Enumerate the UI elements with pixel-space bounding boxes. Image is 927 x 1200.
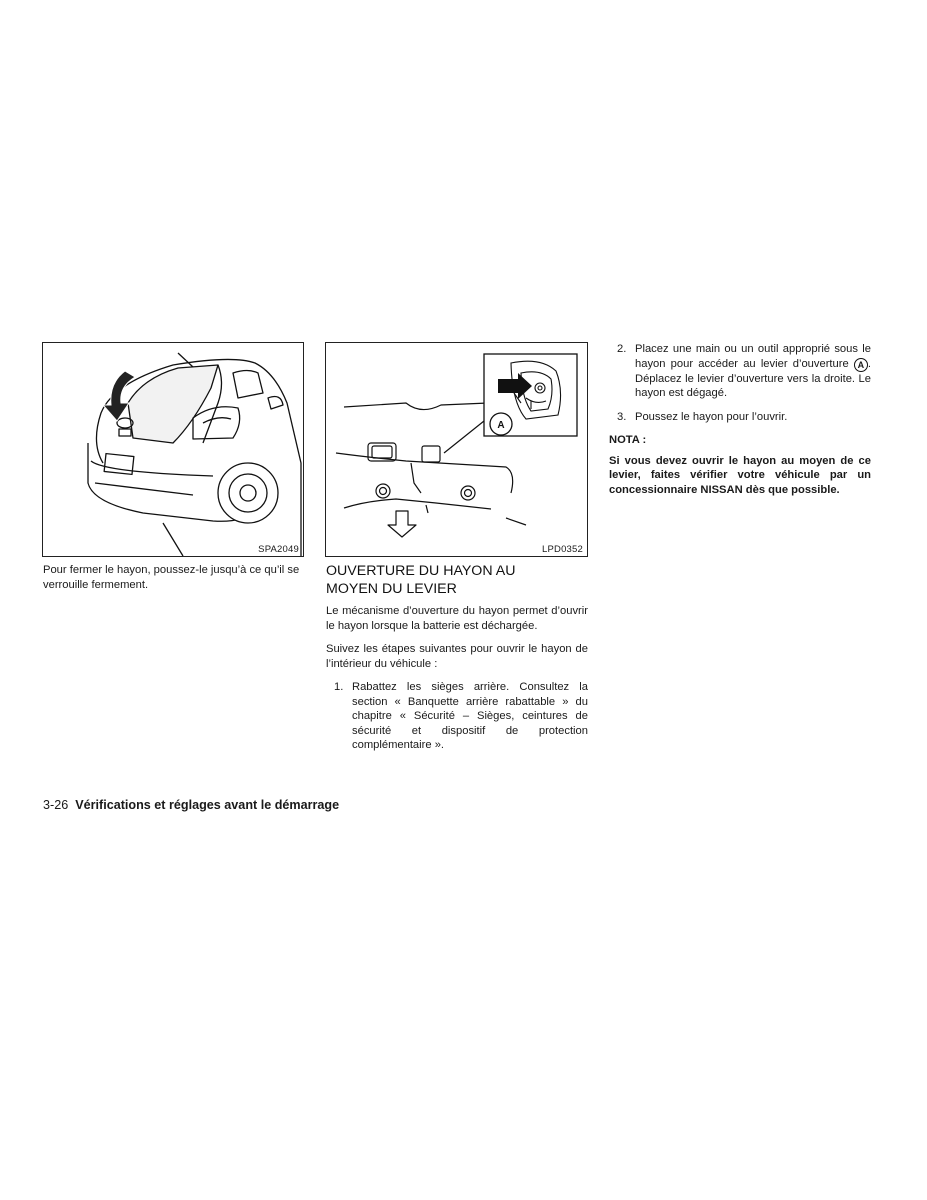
nota-body: Si vous devez ouvrir le hayon au moyen de ce levier, faites vérifier votre véhicule par un concessionnaire NISSAN dès que possible. — [609, 454, 871, 496]
step-number: 3. — [617, 410, 627, 423]
figure-closing-hatch — [42, 342, 304, 557]
step-number: 2. — [617, 343, 627, 355]
chapter-title: Vérifications et réglages avant le démarrage — [75, 798, 340, 812]
callout-a: A — [497, 420, 505, 431]
step-text: Rabattez les sièges arrière. Consultez la section « Banquette arrière rabattable » du chapitre « Sécurité – Sièges, ceintures de sécurité et dispositif de protection complémentaire ». — [352, 681, 588, 751]
section-heading-line2: MOYEN DU LEVIER — [326, 580, 457, 597]
figure-caption: Pour fermer le hayon, poussez-le jusqu’à ce qu’il se verrouille fermement. — [43, 564, 300, 591]
hatchback-illustration — [43, 343, 303, 556]
section-heading — [326, 563, 588, 598]
page-footer — [43, 798, 339, 812]
paragraph: Suivez les étapes suivantes pour ouvrir le hayon de l’intérieur du véhicule : — [326, 643, 588, 670]
paragraph: Le mécanisme d’ouverture du hayon permet d’ouvrir le hayon lorsque la batterie est déchargée. — [326, 605, 588, 632]
lever-illustration — [326, 343, 587, 556]
callout-a-marker: A — [854, 358, 868, 372]
figure-code: LPD0352 — [541, 544, 583, 555]
section-column — [326, 563, 588, 762]
step-number: 1. — [334, 681, 344, 693]
continued-column — [609, 342, 871, 497]
section-heading-line1: OUVERTURE DU HAYON AU — [326, 563, 516, 579]
step-text-pre: Placez une main ou un outil approprié sous le hayon pour accéder au levier d’ouverture — [635, 343, 871, 370]
step-text: Poussez le hayon pour l’ouvrir. — [635, 410, 788, 423]
figure-lever — [325, 342, 588, 557]
step-3 — [609, 410, 871, 425]
page-number: 3-26 — [43, 798, 69, 812]
step-2 — [609, 342, 871, 401]
step-text-post: . Déplacez le levier d’ouverture vers la droite. Le hayon est dégagé. — [635, 357, 871, 399]
figure-code: SPA2049 — [258, 544, 299, 555]
nota-heading: NOTA : — [609, 434, 647, 446]
step-1 — [326, 680, 588, 753]
